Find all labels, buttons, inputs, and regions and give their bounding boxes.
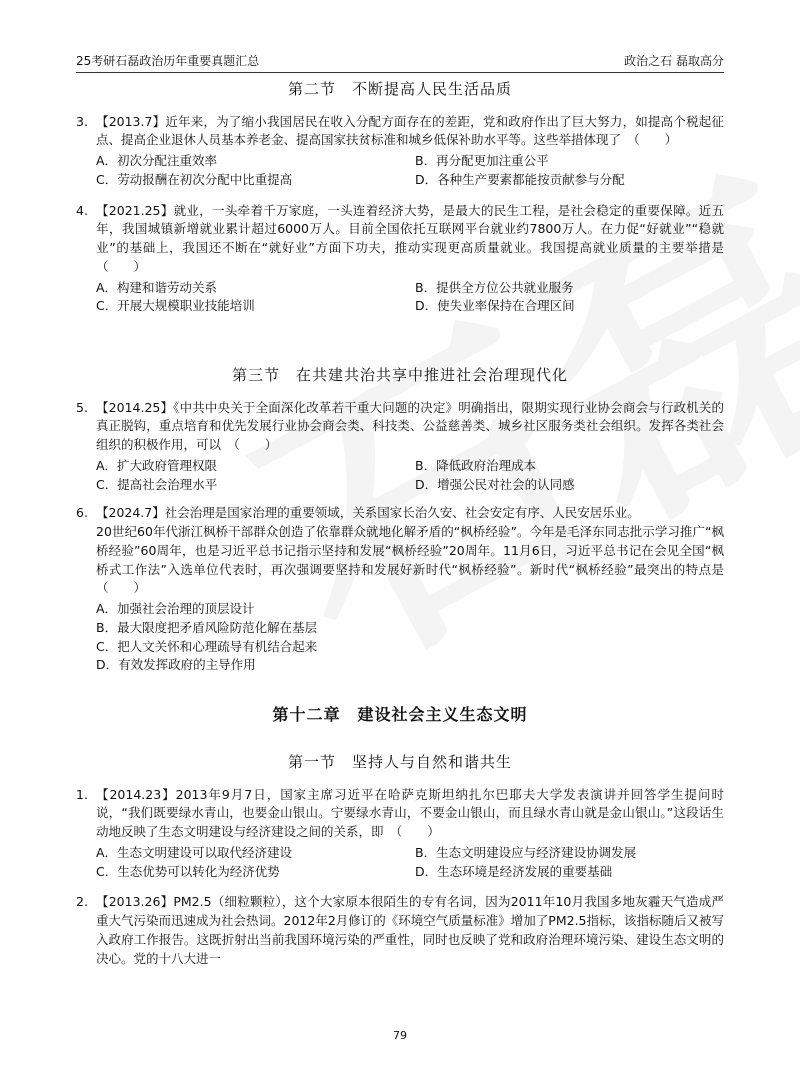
option-b: B．再分配更加注重公平 [415,153,549,168]
section-title: 第一节 坚持人与自然和谐共生 [287,753,512,771]
options [96,279,724,317]
section-title: 第三节 在共建共治共享中推进社会治理现代化 [231,366,568,384]
question-number: 5. [76,399,88,415]
option-d: D．增强公民对社会的认同感 [415,476,575,492]
options [96,152,724,190]
question-text: 【2014.23】2013年9月7日，国家主席习近平在哈萨克斯坦纳扎尔巴耶夫大学发表演讲并回答学生提问时说，“我们既要绿水青山，也要金山银山。宁要绿水青山，不要金山银山，而且绿水青山就是金山银山。”这段话生动地反映了生态文明建设与经济建设之间的关系，即 （ ） [96,786,724,839]
option-a: A．初次分配注重效率 [96,153,218,168]
options [96,600,724,675]
question-block [76,504,737,675]
option-c: C．提高社会治理水平 [96,476,218,492]
option-b: B．最大限度把矛盾风险防范化解在基层 [96,619,318,635]
options [96,457,724,495]
option-a: A．加强社会治理的顶层设计 [96,601,255,616]
option-b: B．生态文明建设应与经济建设协调发展 [415,844,637,860]
question-block [76,202,737,317]
option-a: A．扩大政府管理权限 [96,457,218,473]
page-number: 79 [393,1029,407,1042]
question-block [76,786,724,882]
question-number: 2. [76,894,88,910]
section-title: 第二节 不断提高人民生活品质 [287,80,512,98]
option-d: D．各种生产要素都能按贡献参与分配 [415,171,625,187]
question-number: 3. [76,113,88,129]
option-a: A．生态文明建设可以取代经济建设 [96,844,293,860]
question-text: 【2024.7】社会治理是国家治理的重要领域，关系国家长治久安、社会安定有序、人民安居乐业。 [96,505,640,521]
option-c: C．把人文关怀和心理疏导有机结合起来 [96,638,318,654]
chapter-title: 第十二章 建设社会主义生态文明 [272,705,528,724]
option-b: B．降低政府治理成本 [415,457,537,473]
question-number: 4. [76,202,88,218]
question-text: 【2021.25】就业，一头牵着千万家庭，一头连着经济大势，是最大的民生工程，是社会稳定的重要保障。近五年，我国城镇新增就业累计超过6000万人。目前全国依托互联网平台就业约7800万人。在力促“好就业”“稳就业”的基础上，我国还不断在“就好业”方面下功夫，推动实现更高质量就业。我国提高就业质量的主要举措是 （ ） [96,202,737,274]
question-text: 【2013.26】PM2.5（细粒颗粒），这个大家原本很陌生的专有名词，因为2011年10月我国多地灰霾天气造成严重大气污染而迅速成为社会热词。2012年2月修订的《环境空气质量标准》增加了PM2.5指标，该指标随后又被写入政府工作报告。这既折射出当前我国环境污染的严重性，同时也反映了党和政府治理环境污染、建设生态文明的决心。党的十八大进一 [96,894,724,966]
question-text: 【2014.25】《中共中央关于全面深化改革若干重大问题的决定》明确指出，限期实现行业协会商会与行政机关的真正脱钩，重点培育和优先发展行业协会商会类、科技类、公益慈善类、城乡社区服务类社会组织。发挥各类社会组织的积极作用，可以 （ ） [96,399,724,452]
option-d: D．有效发挥政府的主导作用 [96,657,256,673]
option-d: D．生态环境是经济发展的重要基础 [415,863,613,879]
option-b: B．提供全方位公共就业服务 [415,279,574,295]
question-number: 1. [76,786,88,802]
option-c: C．生态优势可以转化为经济优势 [96,863,280,879]
option-c: C．劳动报酬在初次分配中比重提高 [96,171,293,187]
options [96,844,724,882]
question-block [76,113,724,190]
option-d: D．使失业率保持在合理区间 [415,298,575,314]
question-text: 【2013.7】近年来，为了缩小我国居民在收入分配方面存在的差距，党和政府作出了巨大努力，如提高个税起征点、提高企业退休人员基本养老金、提高国家扶贫标准和城乡低保补助水平等。这些举措体现了 （ ） [96,113,724,148]
question-block [76,893,724,968]
option-c: C．开展大规模职业技能培训 [96,298,255,314]
question-text-continued: 20世纪60年代浙江枫桥干部群众创造了依靠群众就地化解矛盾的“枫桥经验”。今年是毛泽东同志批示学习推广“枫桥经验”60周年，也是习近平总书记指示坚持和发展“枫桥经验”20周年。11月6日，习近平总书记在会见全国“枫桥式工作法”入选单位代表时，再次强调要坚持和发展好新时代“枫桥经验”。新时代“枫桥经验”最突出的特点是 （ ） [96,524,737,596]
question-block [76,399,724,495]
question-number: 6. [76,505,88,521]
option-a: A．构建和谐劳动关系 [96,279,218,295]
header-left-title: 25考研石磊政治历年重要真题汇总 [76,54,260,68]
header-right-slogan: 政治之石 磊取高分 [624,54,724,68]
page-content [76,70,737,968]
